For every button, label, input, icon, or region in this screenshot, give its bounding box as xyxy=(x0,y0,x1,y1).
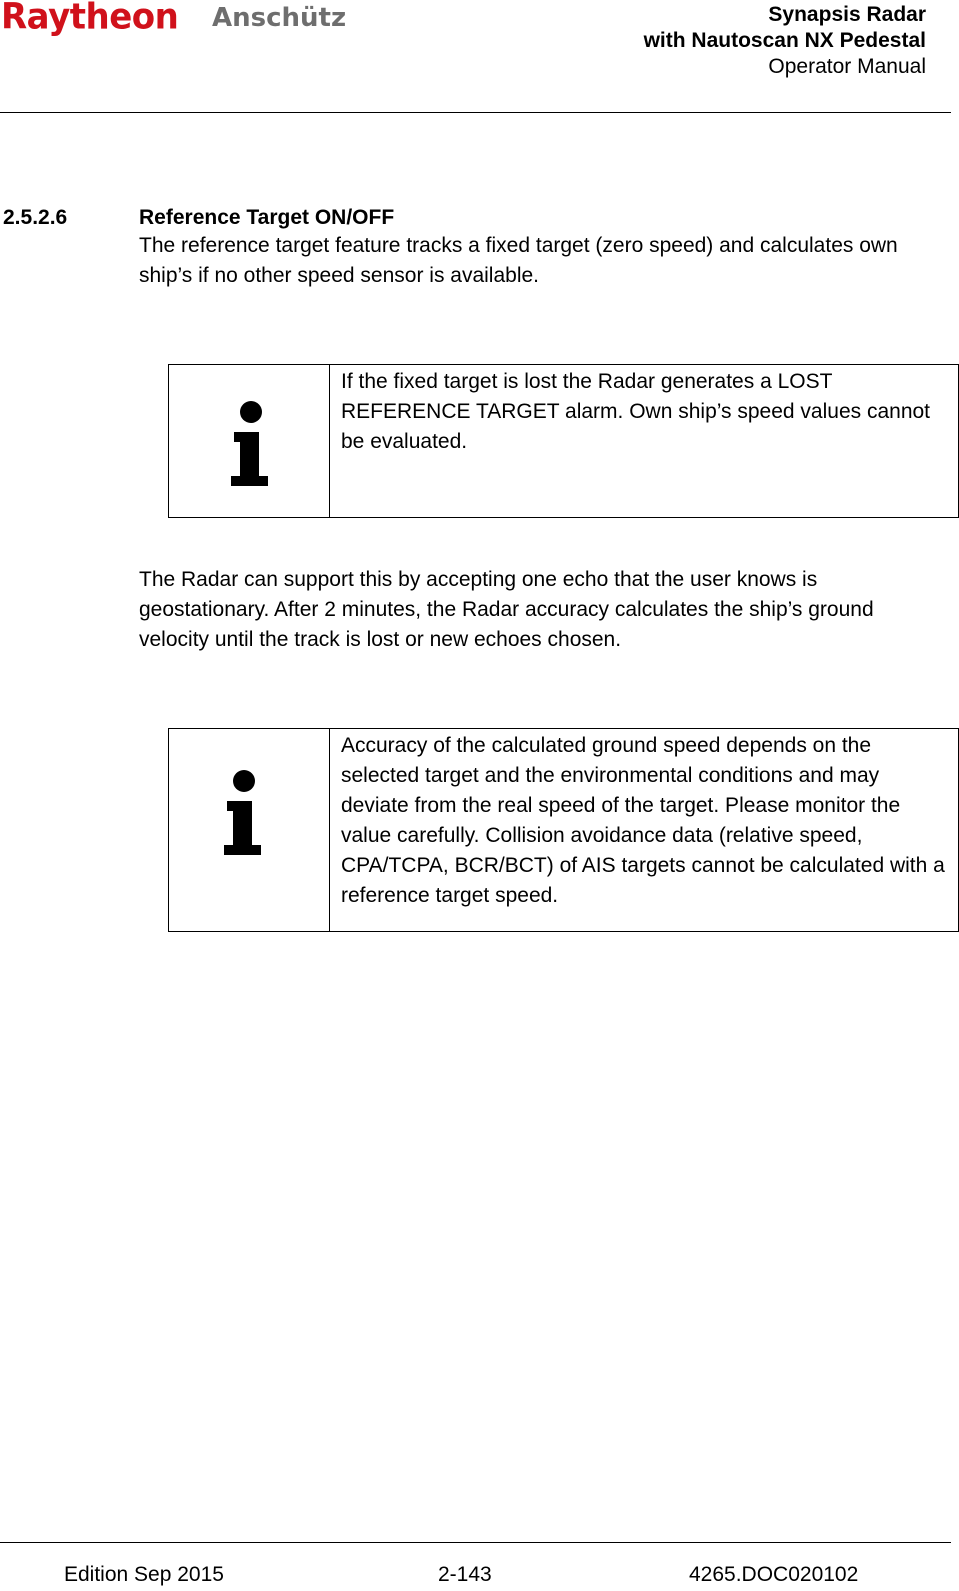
company-logo xyxy=(0,0,345,42)
section-title: Reference Target ON/OFF xyxy=(139,206,395,229)
info-note-text: Accuracy of the calculated ground speed depends on the selected target and the environmental conditions and may deviate from the real speed of the target. Please monitor the value carefully. Collision avoidance data (relative speed, CPA/TCPA, BCR/BCT) of AIS targets cannot be calculated with a reference target speed. xyxy=(341,734,945,907)
header-product: Synapsis Radar xyxy=(768,3,926,26)
footer-doc-number: 4265.DOC020102 xyxy=(689,1563,859,1586)
header-divider xyxy=(0,112,951,113)
logo-raytheon: Raytheon xyxy=(1,0,179,38)
logo-anschuetz: Anschütz xyxy=(212,3,347,33)
header-subtitle: with Nautoscan NX Pedestal xyxy=(643,29,926,52)
document-header xyxy=(644,2,926,80)
footer-page-number: 2-143 xyxy=(438,1563,492,1586)
footer-divider xyxy=(0,1542,951,1543)
info-note-icon-cell xyxy=(169,729,330,931)
section-intro-paragraph: The reference target feature tracks a fixed target (zero speed) and calculates own ship’s if no other speed sensor is available. xyxy=(139,234,898,287)
info-note-2 xyxy=(168,728,959,932)
footer-edition: Edition Sep 2015 xyxy=(64,1563,224,1586)
header-doc-type: Operator Manual xyxy=(768,55,926,78)
info-icon xyxy=(226,398,276,488)
info-note-icon-cell xyxy=(169,365,330,517)
info-icon xyxy=(219,767,269,857)
section-number: 2.5.2.6 xyxy=(3,206,68,229)
body-paragraph: The Radar can support this by accepting one echo that the user knows is geostationary. After 2 minutes, the Radar accuracy calculates the ship’s ground velocity until the track is lost or new echoes chosen. xyxy=(139,568,874,651)
info-note-1 xyxy=(168,364,959,518)
info-note-text: If the fixed target is lost the Radar generates a LOST REFERENCE TARGET alarm. Own ship’s speed values cannot be evaluated. xyxy=(341,370,931,453)
